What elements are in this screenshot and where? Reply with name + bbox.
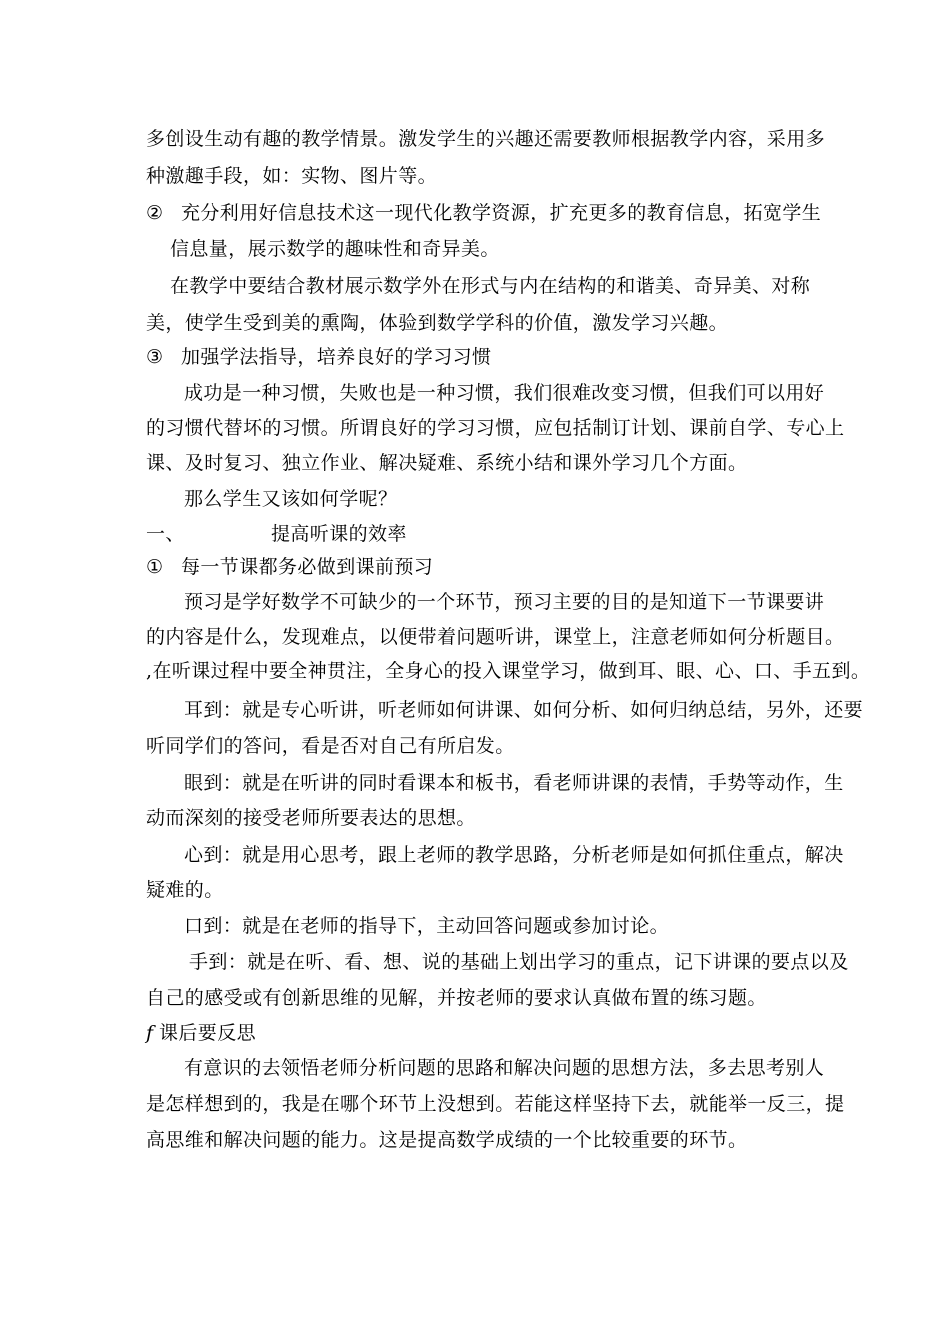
- line-text: 多创设生动有趣的教学情景。激发学生的兴趣还需要教师根据教学内容，采用多: [146, 128, 826, 150]
- line-text: 那么学生又该如何学呢？: [184, 488, 398, 510]
- line-text: 疑难的。: [146, 879, 224, 901]
- line-text: 课、及时复习、独立作业、解决疑难、系统小结和课外学习几个方面。: [146, 452, 748, 474]
- line-text: 听同学们的答问，看是否对自己有所启发。: [146, 735, 515, 757]
- list-marker: ③: [146, 346, 164, 368]
- line-text: 课后要反思: [159, 1022, 257, 1044]
- section-number: 一、: [146, 523, 185, 545]
- line-text: 信息量，展示数学的趣味性和奇异美。: [170, 238, 500, 260]
- line-text: 的习惯代替坏的习惯。所谓良好的学习习惯，应包括制订计划、课前自学、专心上: [146, 417, 845, 439]
- line-text: 充分利用好信息技术这一现代化教学资源，扩充更多的教育信息，拓宽学生: [181, 202, 822, 224]
- line-text: 预习是学好数学不可缺少的一个环节，预习主要的目的是知道下一节课要讲: [184, 591, 825, 613]
- line-text: 耳到：就是专心听讲，听老师如何讲课、如何分析、如何归纳总结，另外，还要: [184, 699, 864, 721]
- line-text: 美，使学生受到美的熏陶，体验到数学学科的价值，激发学习兴趣。: [146, 312, 729, 334]
- line-text: 成功是一种习惯，失败也是一种习惯，我们很难改变习惯，但我们可以用好: [184, 382, 825, 404]
- line-text: 眼到：就是在听讲的同时看课本和板书，看老师讲课的表情，手势等动作，生: [184, 772, 844, 794]
- line-text: 口到：就是在老师的指导下，主动回答问题或参加讨论。: [184, 915, 670, 937]
- line-text: 高思维和解决问题的能力。这是提高数学成绩的一个比较重要的环节。: [146, 1129, 748, 1151]
- line-text: 加强学法指导，培养良好的学习习惯: [181, 346, 492, 368]
- line-text: 是怎样想到的，我是在哪个环节上没想到。若能这样坚持下去，就能举一反三，提: [146, 1093, 845, 1115]
- line-text: 有意识的去领悟老师分析问题的思路和解决问题的思想方法，多去思考别人: [184, 1057, 825, 1079]
- line-text: 的内容是什么，发现难点，以便带着问题听讲，课堂上，注意老师如何分析题目。: [146, 626, 845, 648]
- line-text: 每一节课都务必做到课前预习: [181, 556, 434, 578]
- list-marker: ②: [146, 202, 164, 224]
- line-text: 自己的感受或有创新思维的见解，并按老师的要求认真做布置的练习题。: [146, 987, 767, 1009]
- line-text: 种激趣手段，如：实物、图片等。: [146, 165, 438, 187]
- line-text: 手到：就是在听、看、想、说的基础上划出学习的重点，记下讲课的要点以及: [189, 951, 849, 973]
- section-title: 提高听课的效率: [271, 523, 407, 545]
- list-marker: ①: [146, 556, 164, 578]
- line-text: 动而深刻的接受老师所要表达的思想。: [146, 807, 476, 829]
- line-text: 在教学中要结合教材展示数学外在形式与内在结构的和谐美、奇异美、对称: [170, 275, 811, 297]
- line-text: ,在听课过程中要全神贯注，全身心的投入课堂学习，做到耳、眼、心、口、手五到。: [146, 660, 871, 682]
- line-text: 心到：就是用心思考，跟上老师的教学思路，分析老师是如何抓住重点，解决: [184, 844, 844, 866]
- list-marker: f: [146, 1022, 154, 1044]
